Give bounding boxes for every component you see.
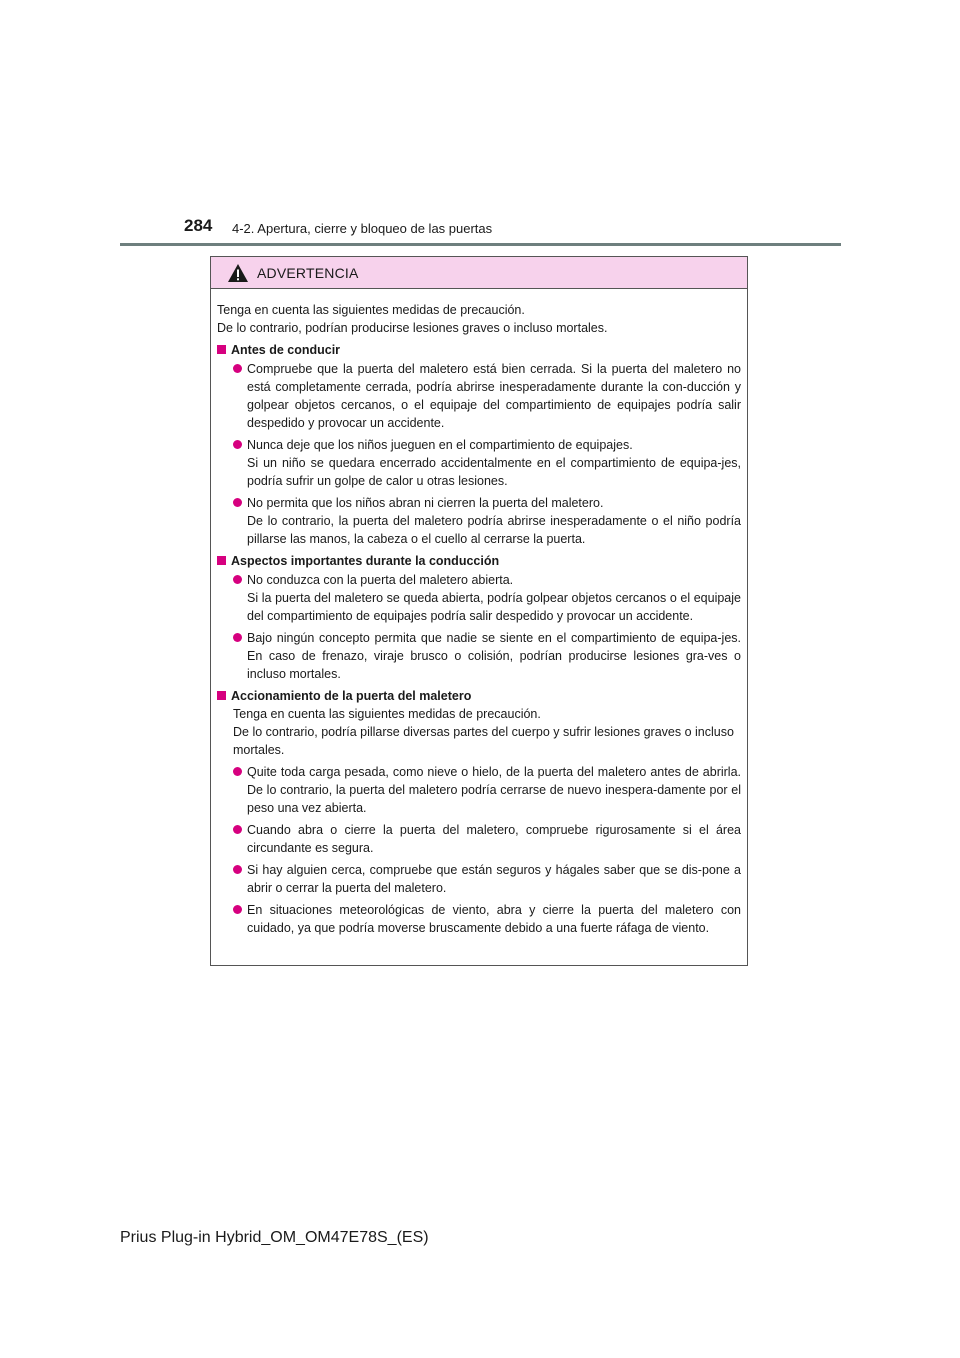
page-number: 284: [184, 216, 213, 235]
item-text: [247, 494, 741, 548]
list-item: [217, 901, 741, 937]
item-line: Nunca deje que los niños jueguen en el compartimiento de equipajes.: [247, 438, 633, 452]
list-item: [217, 360, 741, 432]
section-heading: [217, 552, 741, 570]
section-intro: [217, 705, 741, 759]
square-bullet-icon: [217, 556, 226, 565]
item-text: [247, 763, 741, 817]
section-title: 4-2. Apertura, cierre y bloqueo de las puertas: [232, 221, 493, 236]
list-item: [217, 436, 741, 490]
section-tailgate-operation: [217, 687, 741, 937]
item-line: Cuando abra o cierre la puerta del maletero, compruebe rigurosamente si el área circundante es segura.: [247, 823, 741, 855]
footer-document-id: Prius Plug-in Hybrid_OM_OM47E78S_(ES): [120, 1229, 429, 1246]
round-bullet-icon: [233, 825, 242, 834]
warning-header: [211, 257, 747, 289]
round-bullet-icon: [233, 498, 242, 507]
item-text: [247, 571, 741, 625]
round-bullet-icon: [233, 767, 242, 776]
warning-triangle-icon: [227, 263, 249, 283]
round-bullet-icon: [233, 865, 242, 874]
item-line: Quite toda carga pesada, como nieve o hielo, de la puerta del maletero antes de abrirla. De lo contrario, la puerta del maletero podría cerrarse de nuevo inespera-damente por el peso una vez abierta.: [247, 765, 741, 815]
item-text: [247, 629, 741, 683]
list-item: [217, 629, 741, 683]
item-line: Si la puerta del maletero se queda abierta, podría golpear objetos cercanos o el equipaje del compartimiento de equipajes podría salir despedido y provocar un accidente.: [247, 591, 741, 623]
section-heading-text: Aspectos importantes durante la conducción: [231, 554, 500, 568]
section-while-driving: [217, 552, 741, 683]
item-line: Bajo ningún concepto permita que nadie se siente en el compartimiento de equipa-jes. En caso de frenazo, viraje brusco o colisión, podrían producirse lesiones gra-ves o incluso mortales.: [247, 631, 741, 681]
section-before-driving: [217, 341, 741, 548]
item-line: No conduzca con la puerta del maletero abierta.: [247, 573, 514, 587]
warning-box: [210, 256, 748, 966]
section-intro-line: Tenga en cuenta las siguientes medidas de precaución.: [233, 707, 541, 721]
warning-title: ADVERTENCIA: [257, 264, 359, 281]
item-line: En situaciones meteorológicas de viento, abra y cierre la puerta del maletero con cuidado, ya que podría moverse bruscamente debido a una fuerte ráfaga de viento.: [247, 903, 741, 935]
round-bullet-icon: [233, 364, 242, 373]
item-text: [247, 821, 741, 857]
intro-line: Tenga en cuenta las siguientes medidas de precaución.: [217, 303, 525, 317]
item-line: Si hay alguien cerca, compruebe que están seguros y hágales saber que se dis-pone a abrir o cerrar la puerta del maletero.: [247, 863, 741, 895]
list-item: [217, 494, 741, 548]
list-item: [217, 763, 741, 817]
round-bullet-icon: [233, 905, 242, 914]
section-heading-text: Antes de conducir: [231, 343, 341, 357]
item-line: Compruebe que la puerta del maletero está bien cerrada. Si la puerta del maletero no está completamente cerrada, podría abrirse inesperadamente durante la con-ducción y golpear objetos cercanos, o el equipaje del compartimiento de equipajes podría salir despedido y provocar un accidente.: [247, 362, 741, 430]
round-bullet-icon: [233, 575, 242, 584]
item-text: [247, 436, 741, 490]
list-item: [217, 821, 741, 857]
round-bullet-icon: [233, 440, 242, 449]
list-item: [217, 571, 741, 625]
round-bullet-icon: [233, 633, 242, 642]
intro-line: De lo contrario, podrían producirse lesiones graves o incluso mortales.: [217, 321, 608, 335]
section-intro-line: De lo contrario, podría pillarse diversas partes del cuerpo y sufrir lesiones graves o incluso mortales.: [233, 725, 734, 757]
square-bullet-icon: [217, 345, 226, 354]
section-heading: [217, 687, 741, 705]
warning-body: [211, 289, 747, 937]
square-bullet-icon: [217, 691, 226, 700]
item-text: [247, 861, 741, 897]
list-item: [217, 861, 741, 897]
item-line: No permita que los niños abran ni cierren la puerta del maletero.: [247, 496, 604, 510]
section-heading: [217, 341, 741, 359]
item-line: De lo contrario, la puerta del maletero podría abrirse inesperadamente o el niño podría pillarse las manos, la cabeza o el cuello al cerrarse la puerta.: [247, 514, 741, 546]
item-line: Si un niño se quedara encerrado accidentalmente en el compartimiento de equipa-jes, podría sufrir un golpe de calor u otras lesiones.: [247, 456, 741, 488]
warning-intro: [217, 301, 741, 337]
section-heading-text: Accionamiento de la puerta del maletero: [231, 689, 472, 703]
item-text: [247, 360, 741, 432]
item-text: [247, 901, 741, 937]
header-rule: [120, 243, 841, 246]
